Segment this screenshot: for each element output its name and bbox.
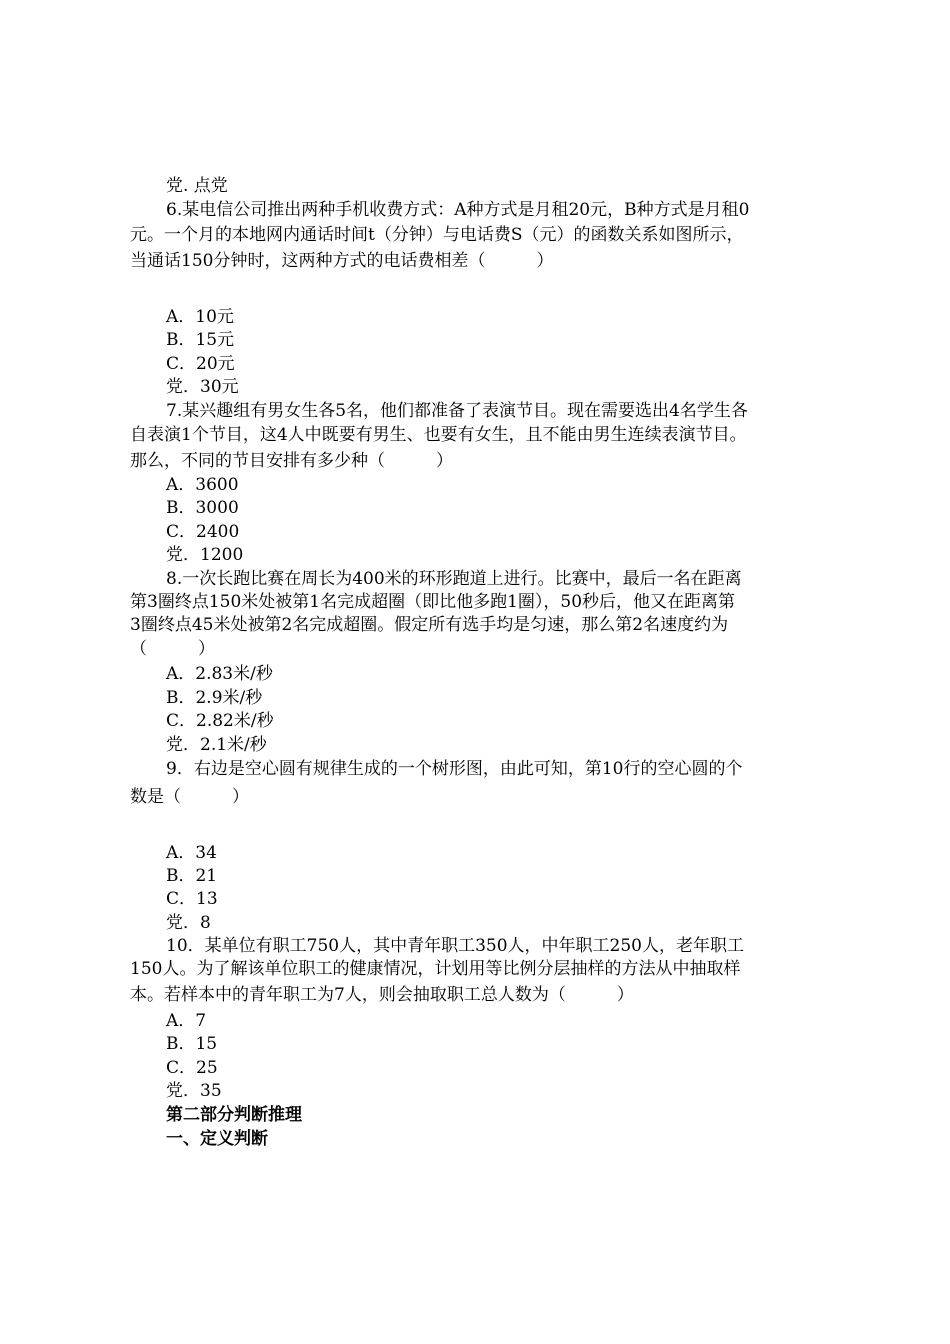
q10-option-a: A．7 bbox=[166, 1011, 207, 1031]
q10-stem-line-2: 150人。为了解该单位职工的健康情况，计划用等比例分层抽样的方法从中抽取样 bbox=[130, 959, 741, 979]
q10-stem-line-3: 本。若样本中的青年职工为7人，则会抽取职工总人数为（ ） bbox=[130, 985, 634, 1005]
q5-option-d: 党. 点党 bbox=[166, 176, 228, 196]
q7-option-c: C．2400 bbox=[166, 522, 240, 542]
q7-stem-line-1: 7.某兴趣组有男女生各5名，他们都准备了表演节目。现在需要选出4名学生各 bbox=[166, 401, 748, 421]
q9-option-d: 党．8 bbox=[166, 913, 211, 933]
q6-option-d: 党．30元 bbox=[166, 377, 239, 397]
q7-option-d: 党．1200 bbox=[166, 545, 244, 565]
q6-option-a: A．10元 bbox=[166, 307, 234, 327]
q8-option-a: A．2.83米/秒 bbox=[166, 664, 273, 684]
q10-option-c: C．25 bbox=[166, 1058, 218, 1078]
q8-stem-line-4: （ ） bbox=[130, 639, 215, 659]
q10-option-d: 党．35 bbox=[166, 1081, 222, 1101]
q8-option-d: 党．2.1米/秒 bbox=[166, 735, 267, 755]
q6-stem-line-2: 元。一个月的本地网内通话时间t（分钟）与电话费S（元）的函数关系如图所示， bbox=[130, 225, 744, 245]
q7-option-a: A．3600 bbox=[166, 475, 239, 495]
q9-stem-line-1: 9．右边是空心圆有规律生成的一个树形图，由此可知，第10行的空心圆的个 bbox=[166, 759, 743, 779]
q8-stem-line-2: 第3圈终点150米处被第1名完成超圈（即比他多跑1圈），50秒后，他又在距离第 bbox=[130, 592, 736, 612]
section-sub-title: 一、定义判断 bbox=[166, 1129, 268, 1149]
q9-option-a: A．34 bbox=[166, 843, 217, 863]
q9-option-c: C．13 bbox=[166, 889, 218, 909]
q6-stem-line-3: 当通话150分钟时，这两种方式的电话费相差（ ） bbox=[130, 251, 554, 271]
q10-stem-line-1: 10．某单位有职工750人，其中青年职工350人，中年职工250人，老年职工 bbox=[166, 936, 744, 956]
q8-option-c: C．2.82米/秒 bbox=[166, 711, 274, 731]
q6-option-c: C．20元 bbox=[166, 354, 235, 374]
q9-stem-line-2: 数是（ ） bbox=[130, 787, 249, 807]
section-part-title: 第二部分判断推理 bbox=[166, 1105, 302, 1125]
q8-stem-line-3: 3圈终点45米处被第2名完成超圈。假定所有选手均是匀速，那么第2名速度约为 bbox=[130, 615, 729, 635]
q7-option-b: B．3000 bbox=[166, 498, 239, 518]
q7-stem-line-3: 那么，不同的节目安排有多少种（ ） bbox=[130, 451, 453, 471]
q9-option-b: B．21 bbox=[166, 866, 218, 886]
q10-option-b: B．15 bbox=[166, 1034, 218, 1054]
q8-stem-line-1: 8.一次长跑比赛在周长为400米的环形跑道上进行。比赛中，最后一名在距离 bbox=[166, 569, 742, 589]
q7-stem-line-2: 自表演1个节目，这4人中既要有男生、也要有女生，且不能由男生连续表演节目。 bbox=[130, 425, 747, 445]
q6-stem-line-1: 6.某电信公司推出两种手机收费方式：A种方式是月租20元，B种方式是月租0 bbox=[166, 200, 750, 220]
q8-option-b: B．2.9米/秒 bbox=[166, 688, 263, 708]
q6-option-b: B．15元 bbox=[166, 330, 235, 350]
